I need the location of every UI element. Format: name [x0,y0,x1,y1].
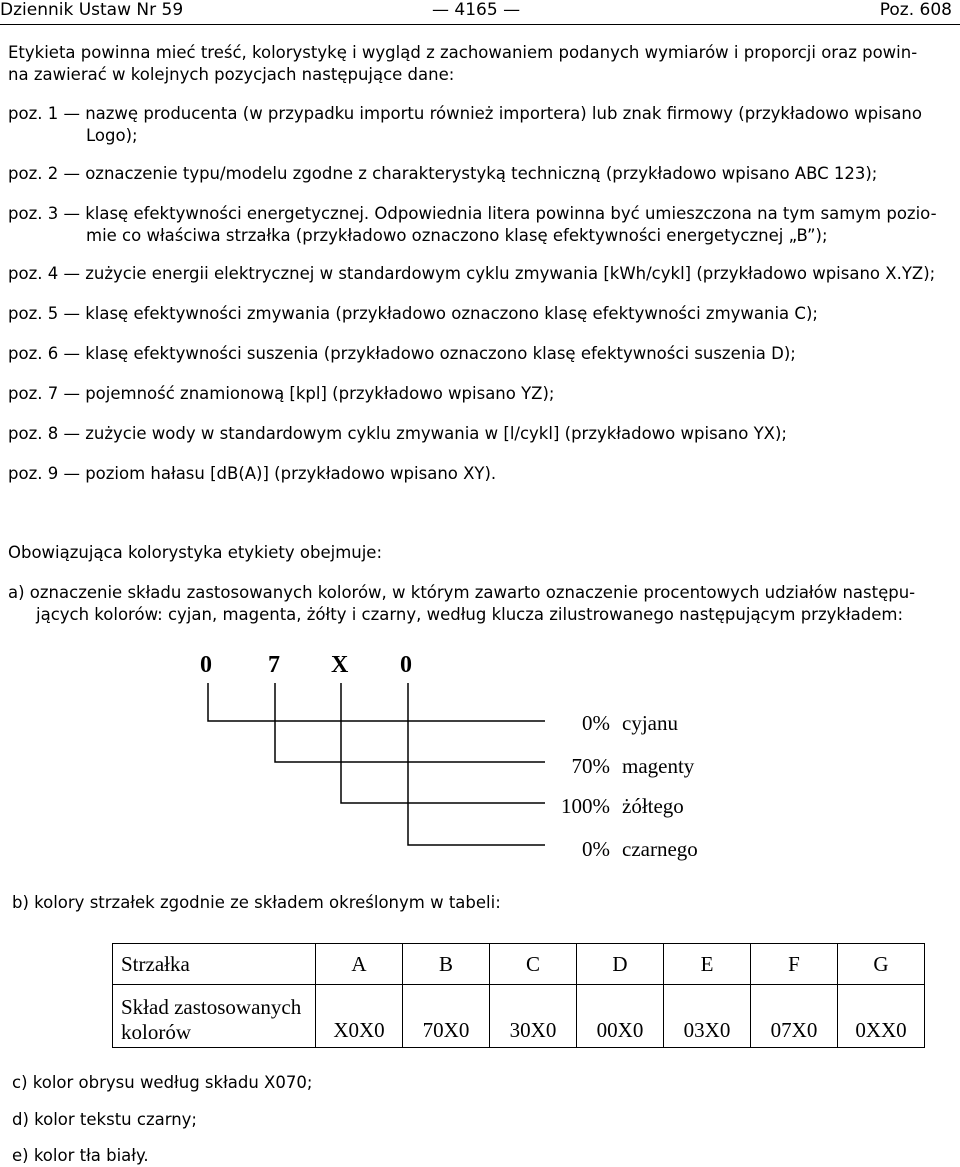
table-cell-composition: 70X0 [403,985,490,1048]
code-digit-yellow: X [331,652,349,678]
item-3-line-2: mie co właściwa strzałka (przykładowo oznaczono klasę efektywności energetycznej „B”); [86,226,828,245]
table-cell-composition: 07X0 [751,985,838,1048]
label-cyan-name: cyjanu [622,711,678,735]
position-number: Poz. 608 [879,0,952,20]
item-7: poz. 7 — pojemność znamionową [kpl] (przykładowo wpisano YZ); [8,384,555,403]
table-row-compositions [113,985,925,1048]
label-magenta-percent: 70% [571,754,610,778]
table-header-composition-line-1: Skład zastosowanych [121,995,302,1019]
intro-line-2: na zawierać w kolejnych pozycjach następujące dane: [8,65,455,84]
connector-lines [208,683,545,845]
connector-cyan [208,683,545,721]
arrow-colors-table [112,943,925,1048]
journal-title: Dziennik Ustaw Nr 59 [0,0,184,20]
color-code-diagram [0,640,960,870]
connector-magenta [275,683,545,762]
table-cell-composition: 03X0 [664,985,751,1048]
item-6: poz. 6 — klasę efektywności suszenia (przykładowo oznaczono klasę efektywności suszenia D); [8,344,796,363]
item-1-line-1: poz. 1 — nazwę producenta (w przypadku importu również importera) lub znak firmowy (przykładowo wpisano [8,104,922,123]
item-8: poz. 8 — zużycie wody w standardowym cyklu zmywania w [l/cykl] (przykładowo wpisano YX); [8,424,787,443]
table-cell-composition: 00X0 [577,985,664,1048]
table-header-composition-line-2: kolorów [121,1020,191,1044]
label-yellow-name: żółtego [622,794,684,818]
item-5: poz. 5 — klasę efektywności zmywania (przykładowo oznaczono klasę efektywności zmywania C); [8,304,818,323]
code-digit-magenta: 7 [268,652,280,678]
item-2: poz. 2 — oznaczenie typu/modelu zgodne z charakterystyką techniczną (przykładowo wpisano ABC 123); [8,164,878,183]
label-black-name: czarnego [622,837,698,861]
label-cyan-percent: 0% [582,711,610,735]
table-cell-composition: 0XX0 [838,985,925,1048]
header-rule [0,24,960,25]
table-cell-arrow: F [751,944,838,985]
table-cell-arrow: B [403,944,490,985]
point-a-line-1: a) oznaczenie składu zastosowanych kolorów, w którym zawarto oznaczenie procentowych udziałów następu- [8,583,916,602]
label-yellow-percent: 100% [561,794,610,818]
page-number: — 4165 — [432,0,521,20]
table-cell-composition: X0X0 [316,985,403,1048]
point-a-line-2: jących kolorów: cyjan, magenta, żółty i czarny, według klucza zilustrowanego następującym przykładem: [36,605,904,624]
table-row-arrows [113,944,925,985]
point-b: b) kolory strzałek zgodnie ze składem określonym w tabeli: [12,893,501,912]
label-black-percent: 0% [582,837,610,861]
point-d: d) kolor tekstu czarny; [12,1110,197,1129]
table-header-arrow: Strzałka [113,944,316,985]
table-cell-arrow: G [838,944,925,985]
point-e: e) kolor tła biały. [12,1146,149,1165]
code-digit-cyan: 0 [200,652,212,678]
point-c: c) kolor obrysu według składu X070; [12,1073,313,1092]
table-cell-arrow: E [664,944,751,985]
item-9: poz. 9 — poziom hałasu [dB(A)] (przykładowo wpisano XY). [8,464,497,483]
item-3-line-1: poz. 3 — klasę efektywności energetycznej. Odpowiednia litera powinna być umieszczona na tym samym pozio- [8,204,937,223]
table-cell-arrow: D [577,944,664,985]
item-1-line-2: Logo); [86,126,138,145]
intro-line-1: Etykieta powinna mieć treść, kolorystykę i wygląd z zachowaniem podanych wymiarów i proporcji oraz powin- [8,43,918,62]
connector-yellow [341,683,545,803]
table-cell-arrow: C [490,944,577,985]
label-magenta-name: magenty [622,754,695,778]
table-cell-composition: 30X0 [490,985,577,1048]
item-4: poz. 4 — zużycie energii elektrycznej w standardowym cyklu zmywania [kWh/cykl] (przykładowo wpisano X.YZ); [8,264,936,283]
connector-black [408,683,545,845]
table-cell-arrow: A [316,944,403,985]
table-header-composition [113,985,316,1048]
code-digit-black: 0 [400,652,412,678]
colors-heading: Obowiązująca kolorystyka etykiety obejmuje: [8,543,383,562]
